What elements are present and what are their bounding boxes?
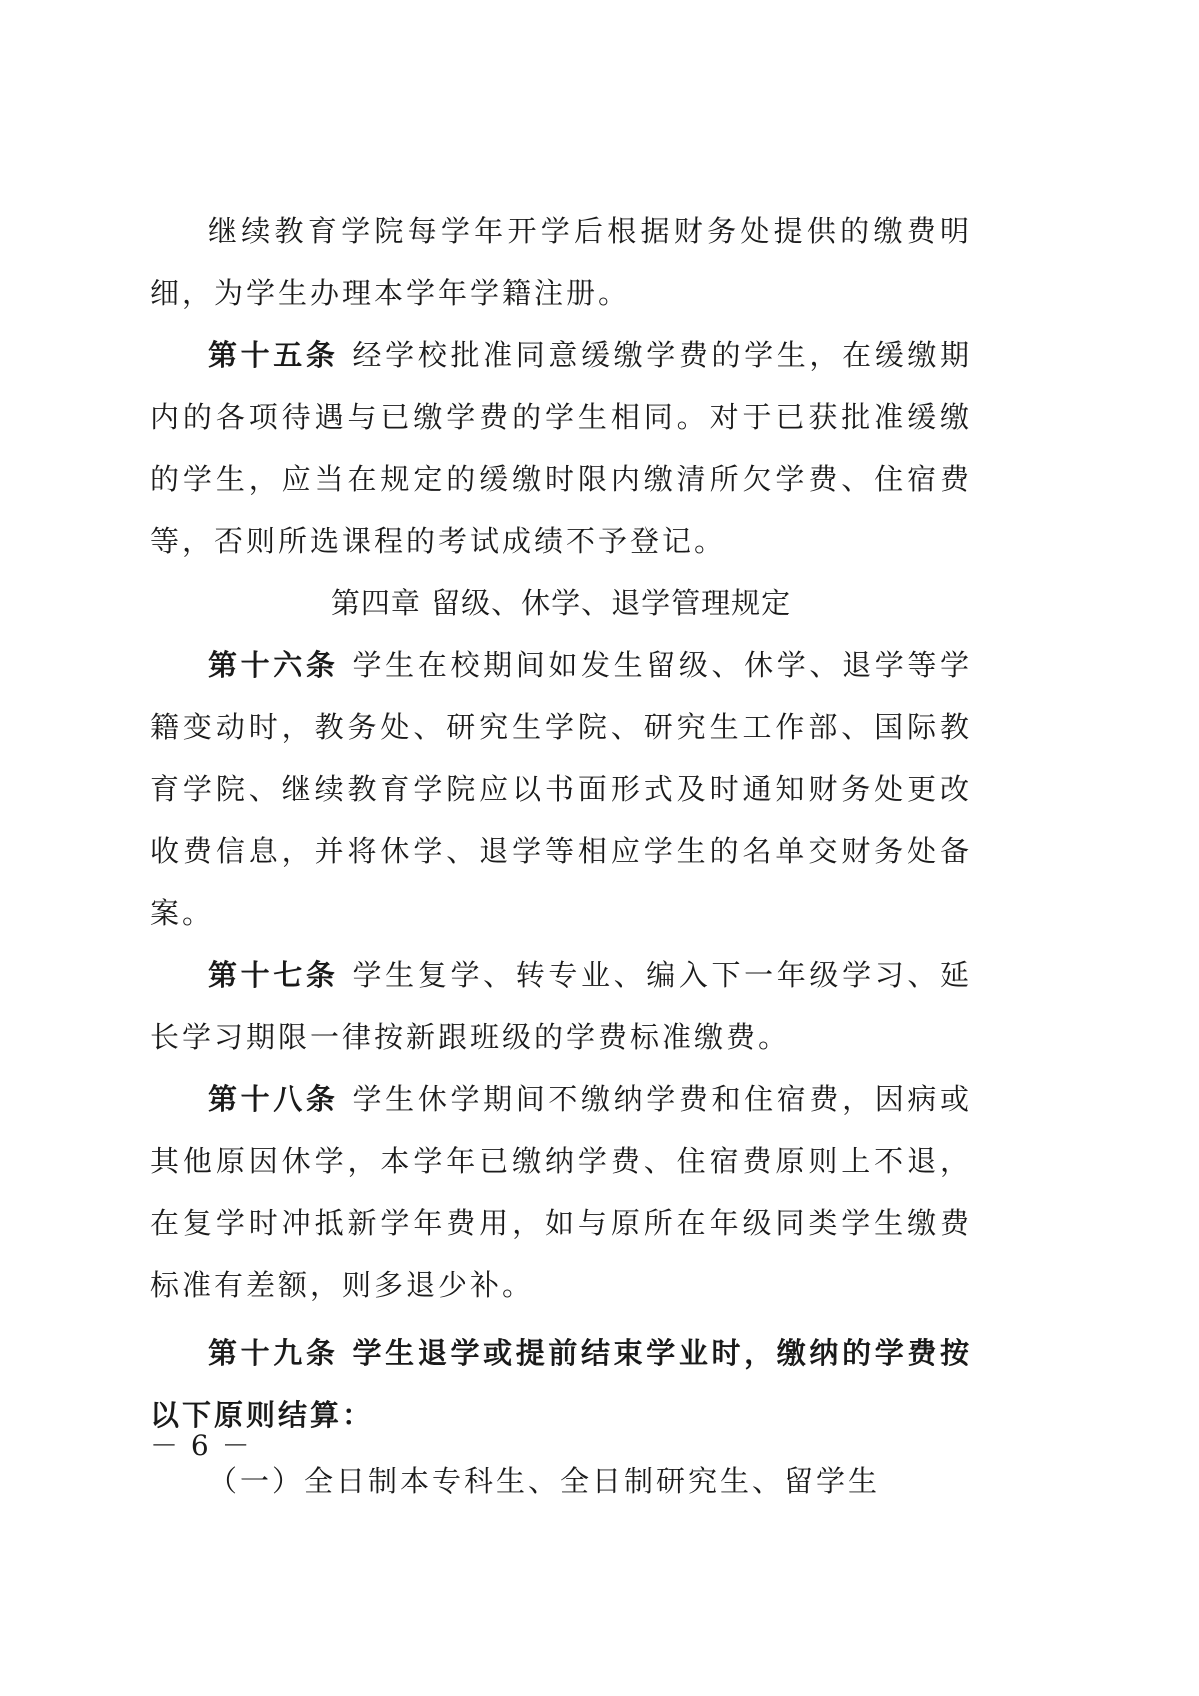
article-19-text: 学生退学或提前结束学业时，缴纳的学费按以下原则结算： <box>150 1336 972 1432</box>
article-17-heading: 第十七条 <box>208 958 339 992</box>
article-19-heading: 第十九条 <box>208 1336 339 1370</box>
article-15-text: 经学校批准同意缓缴学费的学生，在缓缴期内的各项待遇与已缴学费的学生相同。对于已获批准缓缴的学生，应当在规定的缓缴时限内缴清所欠学费、住宿费等，否则所选课程的考试成绩不予登记。 <box>150 338 972 558</box>
article-16-heading: 第十六条 <box>208 648 339 682</box>
article-15-heading: 第十五条 <box>208 338 339 372</box>
page-number: － 6 － <box>150 1429 252 1462</box>
paragraph-text: 继续教育学院每学年开学后根据财务处提供的缴费明细，为学生办理本学年学籍注册。 <box>150 214 972 310</box>
article-18 <box>150 1068 972 1316</box>
article-19 <box>150 1322 972 1446</box>
paragraph-registration <box>150 200 972 324</box>
article-15 <box>150 324 972 572</box>
document-body <box>150 200 972 1512</box>
chapter-4-title: 第四章 留级、休学、退学管理规定 <box>330 586 792 620</box>
article-19-item-1: （一）全日制本专科生、全日制研究生、留学生 <box>208 1464 881 1498</box>
article-17 <box>150 944 972 1068</box>
article-16-text: 学生在校期间如发生留级、休学、退学等学籍变动时，教务处、研究生学院、研究生工作部、国际教育学院、继续教育学院应以书面形式及时通知财务处更改收费信息，并将休学、退学等相应学生的名单交财务处备案。 <box>150 648 972 930</box>
article-18-text: 学生休学期间不缴纳学费和住宿费，因病或其他原因休学，本学年已缴纳学费、住宿费原则上不退，在复学时冲抵新学年费用，如与原所在年级同类学生缴费标准有差额，则多退少补。 <box>150 1082 972 1302</box>
article-18-heading: 第十八条 <box>208 1082 339 1116</box>
article-16 <box>150 634 972 944</box>
article-17-text: 学生复学、转专业、编入下一年级学习、延长学习期限一律按新跟班级的学费标准缴费。 <box>150 958 972 1054</box>
